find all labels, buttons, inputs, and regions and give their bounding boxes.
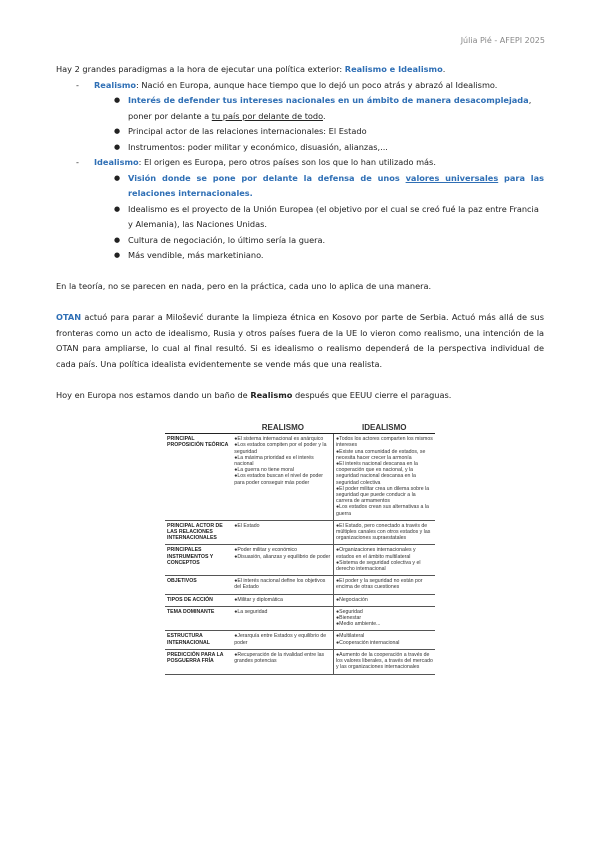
table-row-label: TEMA DOMINANTE (165, 606, 232, 631)
table-row-label: PREDICCIÓN PARA LA POSGUERRA FRÍA (165, 649, 232, 674)
table-cell-idealismo (334, 576, 435, 594)
table-body (165, 434, 435, 674)
table-cell-line: ●Disuasión, alianzas y equilibrio de poder (234, 553, 331, 560)
table-cell-line: ●Poder militar y económico (234, 547, 298, 554)
table-cell-idealismo (334, 434, 435, 521)
table-cell-line: ●La guerra no tiene moral (234, 467, 294, 474)
table-cell-realismo (232, 545, 333, 576)
table-cell-line: ●Los estados buscan el nivel de poder para poder conseguir más poder (234, 473, 324, 486)
bullet-dot-icon: ● (114, 251, 121, 259)
table-cell-line: ●Seguridad (336, 608, 363, 615)
table-row-label: PRINCIPAL ACTOR DE LAS RELACIONES INTERNACIONALES (165, 520, 232, 545)
table-cell-realismo (232, 520, 333, 545)
table-cell-line: ●Existe una comunidad de estados, se necesita hacer crecer la armonía (336, 448, 426, 461)
table-cell-realismo (232, 434, 333, 521)
table-cell-line: ●El interés nacional descansa en la cooperación que es nacional, y la seguridad nacional descansa en la seguridad colectiva (336, 461, 418, 486)
table-row-label: ESTRUCTURA INTERNACIONAL (165, 631, 232, 649)
table-cell-line: ●Sistema de seguridad colectiva y el derecho internacional (336, 559, 421, 573)
idealismo-term: Idealismo (94, 157, 139, 167)
table-row (165, 520, 435, 545)
table-header-realismo: REALISMO (232, 424, 333, 434)
table-cell-line: ●Jerarquía entre Estados y equilibrio de poder (234, 633, 327, 646)
table-cell-line: ●Todos los actores comparten los mismos intereses (336, 436, 433, 449)
table-cell-line: ●El interés nacional define los objetivos del Estado (234, 578, 326, 591)
table-cell-idealismo (334, 520, 435, 545)
table-cell-line: ●El sistema internacional es anárquico (234, 436, 324, 443)
paradigms-term: Realismo e Idealismo (344, 64, 443, 74)
realismo-bullet-1: ● Interés de defender tus intereses nacionales en un ámbito de manera desacomplejada, poner por delante a tu país por delante de todo. (114, 95, 532, 121)
table-cell-line: ●Medio ambiente... (336, 621, 381, 628)
table-cell-line: ●Los estados compiten por el poder y la seguridad (234, 442, 327, 455)
table-cell-idealismo (334, 649, 435, 674)
table-cell-line: ●Recuperación de la rivalidad entre las grandes potencias (234, 651, 325, 665)
table-cell-realismo (232, 594, 333, 606)
table-cell-realismo (232, 606, 333, 631)
table-row-label: PRINCIPAL PROPOSICIÓN TEÓRICA (165, 434, 232, 521)
table-row (165, 606, 435, 631)
hoy-paragraph: Hoy en Europa nos estamos dando un baño de Realismo después que EEUU cierre el paraguas. (56, 389, 452, 400)
idealismo-bullet-3: ● Cultura de negociación, lo último sería la guera. (56, 233, 544, 249)
otan-paragraph: OTAN actuó para parar a Milošević durante la limpieza étnica en Kosovo por parte de Serbia. Actuó más allá de sus fronteras como un acto de idealismo, Rusia y otros países fuera de la UE lo vieron como realismo, una intención de la OTAN para ampliarse, lo cual al final resultó. Si es idealismo o realismo dependerá de la perspectiva individual de cada país. Una política idealista evidentemente se vende más que una realista. (56, 312, 544, 369)
table-cell-idealismo (334, 545, 435, 576)
table-cell-line: ●El poder y la seguridad no están por encima de otras cuestiones (336, 578, 423, 591)
idealismo-bullet-2: ● Idealismo es el proyecto de la Unión Europea (el objetivo por el cual se creó fué la paz entre Francia y Alemania), las Naciones Unidas. (114, 203, 539, 229)
table-cell-realismo (232, 576, 333, 594)
table-corner (165, 424, 232, 434)
table-row (165, 594, 435, 606)
table-row (165, 434, 435, 521)
table-cell-line: ●El Estado, pero conectado a través de múltiples canales con otros estados y las organizaciones supraestatales (336, 522, 431, 542)
table-row-label: TIPOS DE ACCIÓN (165, 594, 232, 606)
table-cell-line: ●Militar y diplomática (234, 596, 283, 603)
table-row-label: PRINCIPALES INSTRUMENTOS Y CONCEPTOS (165, 545, 232, 576)
table-cell-idealismo (334, 631, 435, 649)
page-header-author: Júlia Pié - AFEPI 2025 (460, 36, 545, 45)
bullet-dot-icon: ● (114, 127, 121, 135)
table-cell-line: ●La seguridad (234, 608, 268, 615)
realismo-bullet-2: ● Principal actor de las relaciones internacionales: El Estado (56, 124, 544, 140)
table-cell-line: ●El poder militar crea un dilema sobre la seguridad que puede conducir a la carrera de armamentos (336, 485, 430, 505)
valores-universales-link[interactable]: valores universales (405, 172, 499, 183)
otan-term: OTAN (56, 312, 82, 322)
table-header-idealismo: IDEALISMO (334, 424, 435, 434)
table-cell-line: ●El Estado (234, 522, 260, 529)
bullet-dot-icon: ● (114, 235, 121, 244)
table-cell-realismo (232, 649, 333, 674)
bullet-dot-icon: ● (114, 142, 121, 151)
table-cell-line: ●La máxima prioridad es el interés nacional (234, 454, 314, 468)
idealismo-bullet-4: ● Más vendible, más marketiniano. (56, 248, 544, 264)
teoria-paragraph: En la teoría, no se parecen en nada, pero en la práctica, cada uno lo aplica de una manera. (56, 281, 432, 291)
realismo-bullet-3: ● Instrumentos: poder militar y económico, disuasión, alianzas,... (56, 140, 544, 156)
bullet-dot-icon: ● (114, 173, 121, 182)
table-cell-idealismo (334, 606, 435, 631)
intro-paragraph: Hay 2 grandes paradigmas a la hora de ejecutar una política exterior: Realismo e Idealismo. (56, 64, 446, 74)
table-row-label: OBJETIVOS (165, 576, 232, 594)
table-cell-idealismo (334, 594, 435, 606)
comparison-table (165, 424, 435, 675)
realismo-item: - Realismo: Nació en Europa, aunque hace tiempo que lo dejó un poco atrás y abrazó al Idealismo. (76, 79, 498, 90)
table-row (165, 545, 435, 576)
bullet-dot-icon: ● (114, 96, 121, 104)
table-row (165, 631, 435, 649)
bullet-dot-icon: ● (114, 204, 121, 213)
table-row (165, 649, 435, 674)
idealismo-bullet-1: ● Visión donde se pone por delante la defensa de unos valores universales para las relaciones internacionales. (114, 172, 544, 198)
table-cell-line: ●Organizaciones internacionales y estados en el ámbito multilateral (336, 547, 416, 560)
table-cell-line: ●Negociación (336, 596, 368, 603)
idealismo-item: - Idealismo: El origen es Europa, pero otros países son los que lo han utilizado más. (76, 157, 436, 167)
table-cell-line: ●Multilateral (336, 633, 365, 640)
table-cell-line: ●Los estados crean sus alternativas a la guerra (336, 504, 429, 517)
realismo-term: Realismo (94, 79, 137, 90)
document-body (56, 62, 544, 403)
table-cell-realismo (232, 631, 333, 649)
hoy-realismo-term: Realismo (250, 389, 293, 400)
table-cell-line: ●Bienestar (336, 615, 362, 622)
table-cell-line: ●Cooperación internacional (336, 639, 400, 646)
table-cell-line: ●Aumento de la cooperación a través de los valores liberales, a través del mercado y las organizaciones internacionales (336, 651, 433, 671)
table-row (165, 576, 435, 594)
